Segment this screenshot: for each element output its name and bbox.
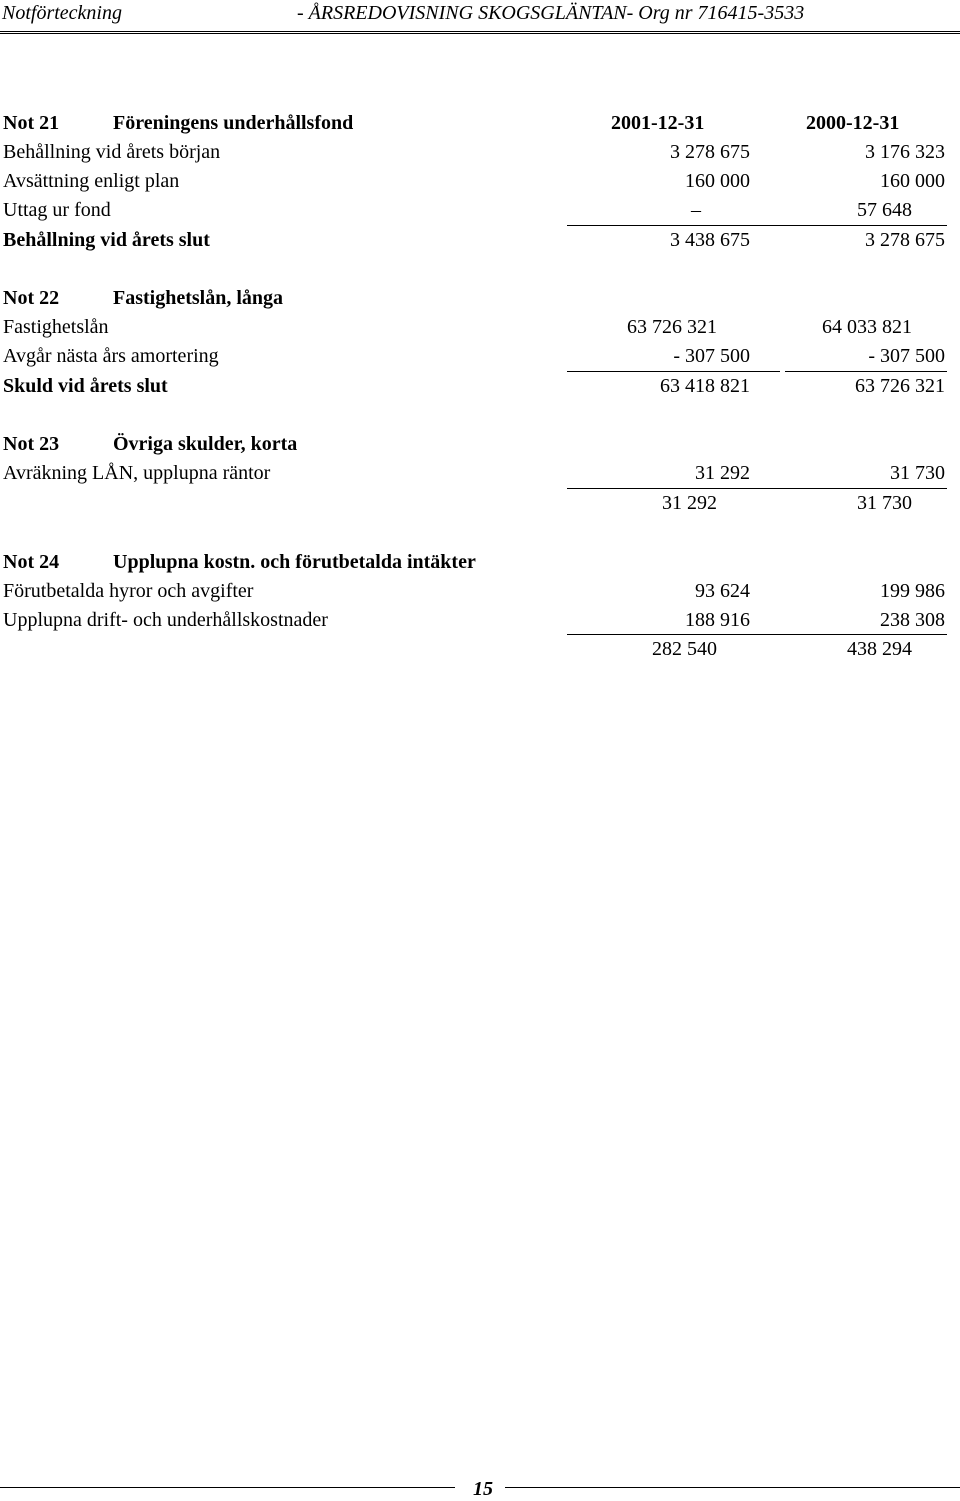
row-value-2000: 63 726 321 bbox=[855, 375, 945, 397]
row-value-2001: - 307 500 bbox=[673, 345, 750, 367]
row-label: Behållning vid årets början bbox=[3, 141, 221, 163]
note-number: Not 21 bbox=[3, 112, 60, 134]
row-value-2000: 57 648 bbox=[857, 199, 912, 221]
row-value-2001: 3 278 675 bbox=[670, 141, 750, 163]
footer-rule-left bbox=[0, 1487, 455, 1488]
document-header-title: - ÅRSREDOVISNING SKOGSGLÄNTAN- Org nr 716415-3533 bbox=[297, 2, 805, 24]
note-title: Föreningens underhållsfond bbox=[113, 112, 354, 134]
row-value-2001: 63 418 821 bbox=[660, 375, 750, 397]
column-header-2001: 2001-12-31 bbox=[611, 112, 705, 134]
total-rule bbox=[567, 488, 947, 489]
row-value-2000: 238 308 bbox=[880, 609, 945, 631]
row-label: Fastighetslån bbox=[3, 316, 109, 338]
row-value-2001: 31 292 bbox=[695, 462, 750, 484]
row-label: Förutbetalda hyror och avgifter bbox=[3, 580, 254, 602]
row-label: Avsättning enligt plan bbox=[3, 170, 180, 192]
header-rule bbox=[0, 31, 960, 34]
row-value-2000: 160 000 bbox=[880, 170, 945, 192]
subtotal-rule bbox=[785, 371, 947, 372]
footer-rule-right bbox=[505, 1487, 960, 1488]
note-title: Övriga skulder, korta bbox=[113, 433, 298, 455]
total-value-2001: 282 540 bbox=[652, 638, 717, 660]
column-header-2000: 2000-12-31 bbox=[806, 112, 900, 134]
subtotal-rule bbox=[567, 225, 947, 226]
note-title: Upplupna kostn. och förutbetalda intäkter bbox=[113, 551, 476, 573]
row-value-2001: 188 916 bbox=[685, 609, 750, 631]
total-value-2000: 31 730 bbox=[857, 492, 912, 514]
row-value-2001: 93 624 bbox=[695, 580, 750, 602]
note-title: Fastighetslån, långa bbox=[113, 287, 284, 309]
row-value-2001: 63 726 321 bbox=[627, 316, 717, 338]
total-value-2001: 31 292 bbox=[662, 492, 717, 514]
note-number: Not 23 bbox=[3, 433, 60, 455]
row-value-2000: 3 278 675 bbox=[865, 229, 945, 251]
note-number: Not 22 bbox=[3, 287, 60, 309]
row-label: Skuld vid årets slut bbox=[3, 375, 168, 397]
row-value-2000: - 307 500 bbox=[868, 345, 945, 367]
document-section-title: Notförteckning bbox=[2, 2, 122, 24]
total-value-2000: 438 294 bbox=[847, 638, 912, 660]
total-rule bbox=[567, 634, 947, 635]
row-label: Upplupna drift- och underhållskostnader bbox=[3, 609, 328, 631]
row-label: Behållning vid årets slut bbox=[3, 229, 210, 251]
row-value-2000: 199 986 bbox=[880, 580, 945, 602]
row-value-2001: 160 000 bbox=[685, 170, 750, 192]
row-value-2000: 3 176 323 bbox=[865, 141, 945, 163]
row-value-2000: 64 033 821 bbox=[822, 316, 912, 338]
subtotal-rule bbox=[567, 371, 780, 372]
row-label: Avgår nästa års amortering bbox=[3, 345, 219, 367]
row-label: Avräkning LÅN, upplupna räntor bbox=[3, 462, 271, 484]
row-value-2001: – bbox=[691, 199, 701, 221]
row-value-2001: 3 438 675 bbox=[670, 229, 750, 251]
note-number: Not 24 bbox=[3, 551, 60, 573]
page-number: 15 bbox=[461, 1478, 505, 1501]
row-label: Uttag ur fond bbox=[3, 199, 111, 221]
row-value-2000: 31 730 bbox=[890, 462, 945, 484]
